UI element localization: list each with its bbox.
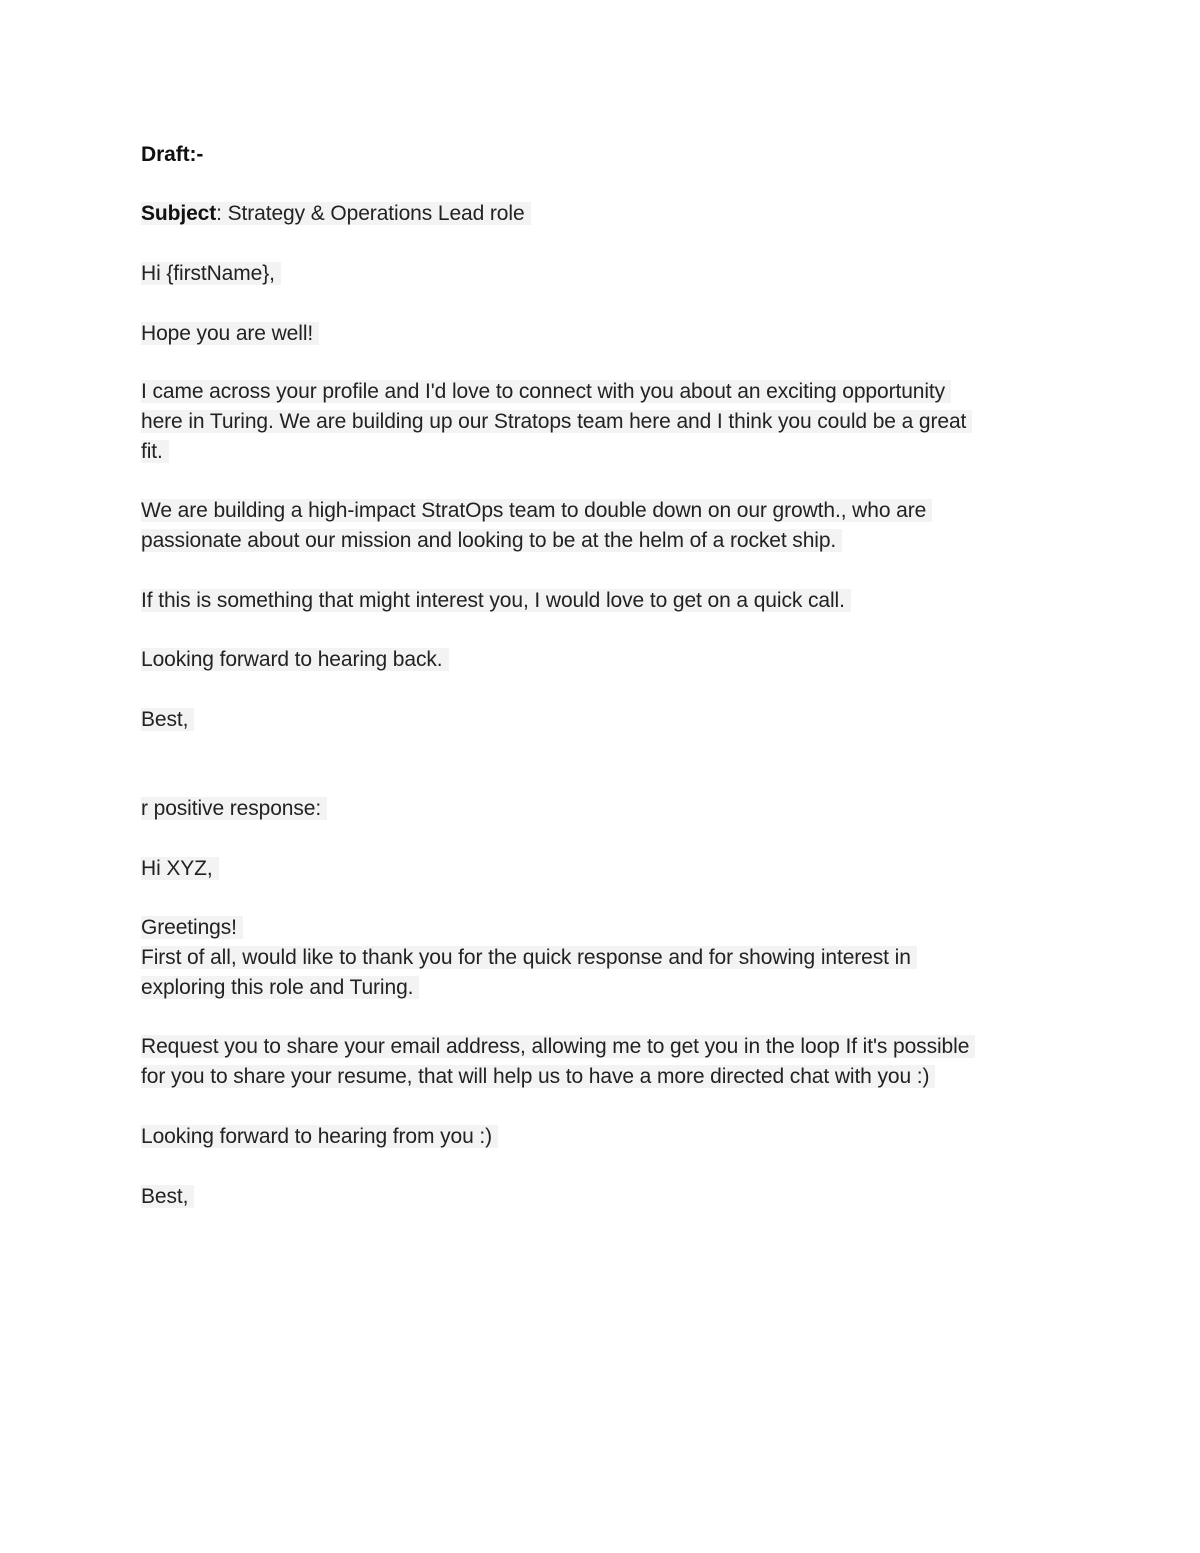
response-label: r positive response: bbox=[141, 794, 327, 824]
response-greetings-line: Greetings! bbox=[141, 913, 243, 943]
response-paragraph-1-line-2: exploring this role and Turing. bbox=[141, 973, 419, 1003]
subject-line bbox=[141, 199, 531, 229]
response-greeting: Hi XYZ, bbox=[141, 854, 219, 884]
draft-signoff: Best, bbox=[141, 705, 194, 735]
draft-paragraph-1-line-3: fit. bbox=[141, 437, 169, 467]
subject-label: Subject bbox=[141, 202, 217, 225]
response-paragraph-2-line-1: Request you to share your email address, allowing me to get you in the loop If it's possible bbox=[141, 1032, 975, 1062]
response-signoff: Best, bbox=[141, 1182, 194, 1212]
draft-paragraph-3: If this is something that might interest you, I would love to get on a quick call. bbox=[141, 586, 851, 616]
draft-paragraph-2-line-1: We are building a high-impact StratOps team to double down on our growth., who are bbox=[141, 496, 932, 526]
response-paragraph-1-line-1: First of all, would like to thank you for the quick response and for showing interest in bbox=[141, 943, 917, 973]
draft-paragraph-2-line-2: passionate about our mission and looking to be at the helm of a rocket ship. bbox=[141, 526, 842, 556]
response-closing: Looking forward to hearing from you :) bbox=[141, 1122, 498, 1152]
draft-wellwish: Hope you are well! bbox=[141, 319, 319, 349]
draft-closing: Looking forward to hearing back. bbox=[141, 645, 449, 675]
response-paragraph-2-line-2: for you to share your resume, that will help us to have a more directed chat with you :) bbox=[141, 1062, 935, 1092]
draft-greeting: Hi {firstName}, bbox=[141, 259, 281, 289]
draft-heading: Draft:- bbox=[141, 143, 204, 166]
subject-value: : Strategy & Operations Lead role bbox=[216, 202, 525, 225]
draft-paragraph-1-line-2: here in Turing. We are building up our Stratops team here and I think you could be a great bbox=[141, 407, 972, 437]
draft-paragraph-1-line-1: I came across your profile and I'd love to connect with you about an exciting opportunity bbox=[141, 377, 951, 407]
